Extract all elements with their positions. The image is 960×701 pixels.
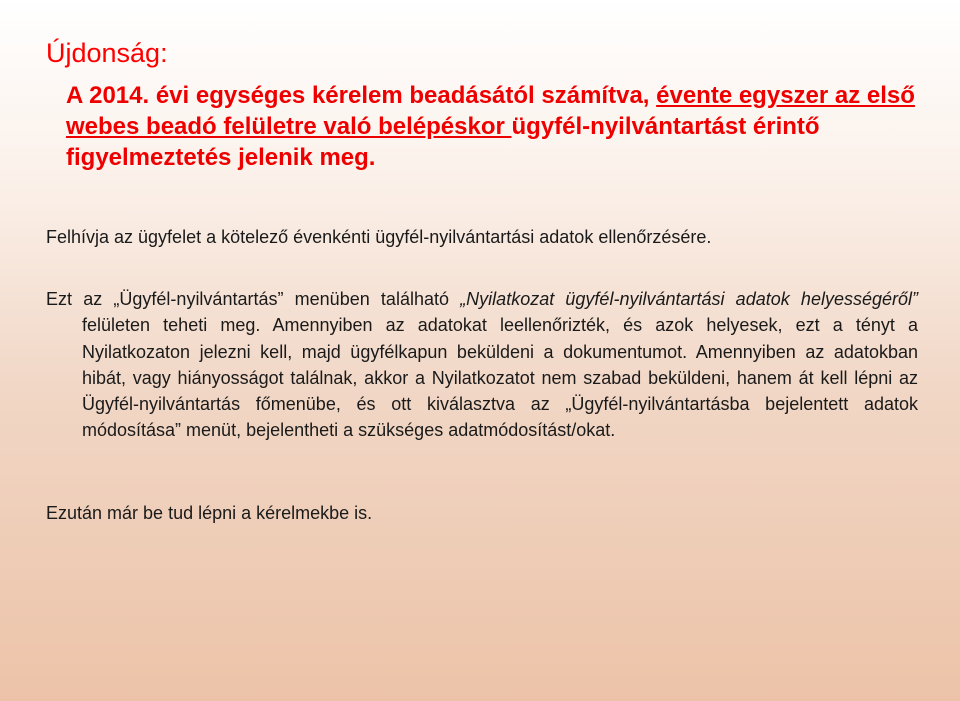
slide-title: Újdonság: bbox=[46, 38, 168, 68]
paragraph-closing: Ezután már be tud lépni a kérelmekbe is. bbox=[46, 503, 373, 523]
paragraph-reminder: Felhívja az ügyfelet a kötelező évenkénti ügyfél-nyilvántartási adatok ellenőrzésére. bbox=[46, 227, 712, 247]
instructions-part1: Ezt az „Ügyfél-nyilvántartás” menüben található bbox=[46, 289, 461, 309]
paragraph-instructions bbox=[46, 286, 918, 444]
instructions-part3: felületen teheti meg. Amennyiben az adatokat leellenőrizték, és azok helyesek, ezt a tényt a Nyilatkozaton jelezni kell, majd ügyfélkapun beküldeni a dokumentumot. Amennyiben az adatokban hibát, vagy hiányosságot találnak, akkor a Nyilatkozatot nem szabad beküldeni, hanem át kell lépni az Ügyfél-nyilvántartás főmenübe, és ott kiválasztva az „Ügyfél-nyilvántartásba bejelentett adatok módosítása” menüt, bejelentheti a szükséges adatmódosítást/okat. bbox=[82, 315, 918, 441]
highlight-text-part3: ügyfél-nyilvántartást érintő figyelmeztetés jelenik meg. bbox=[66, 113, 820, 171]
highlight-notice bbox=[66, 80, 926, 173]
instructions-italic-form-name: „Nyilatkozat ügyfél-nyilvántartási adatok helyességéről” bbox=[460, 289, 918, 309]
highlight-text-part1: A 2014. évi egységes kérelem beadásától számítva, bbox=[66, 82, 657, 109]
highlight-text-underlined: évente egyszer az első webes beadó felületre való belépéskor bbox=[66, 82, 915, 140]
